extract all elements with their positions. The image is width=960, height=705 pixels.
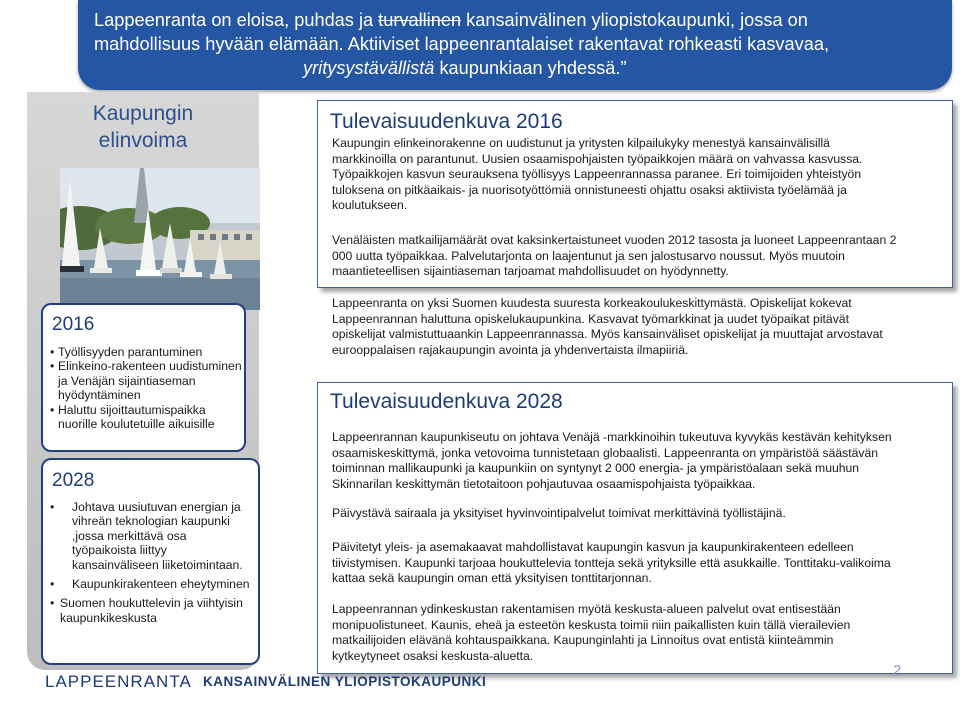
city-tagline: KANSAINVÄLINEN YLIOPISTOKAUPUNKI [203,674,487,689]
list-item [50,403,242,432]
bullet-icon: • [50,345,55,359]
vision-2016-paragraph-2: Venäläisten matkailijamäärät ovat kaksinkertaistuneet vuoden 2012 tasosta ja luoneet Lappeenrantaan 2 000 uutta työpaikkaa. Palvelutarjonta on laajentunut ja sen jalostusarvo noussut. Myös muutoin maantieteellisen sijaintiaseman tarjoamat mahdollisuudet on hyödynnetty. [332,233,897,279]
harbor-photo [60,168,260,310]
banner-line1-pre: Lappeenranta on eloisa, puhdas ja [94,10,379,30]
goals-2016-list [50,345,242,431]
goal-text: Johtava uusiutuvan energian ja vihreän teknologian kaupunki ,jossa merkittävä osa työpaikoista liittyy kansainväliseen liiketoimintaan. [72,500,243,572]
list-item [50,577,250,591]
goals-2028-box [41,458,260,665]
banner-line1-strike: turvallinen [378,10,462,30]
bullet-icon: • [50,402,55,417]
page-number: 2 [893,662,902,679]
bullet-icon: • [50,500,55,514]
goals-2016-year: 2016 [52,314,95,335]
vision-2028-paragraph-2: Päivystävä sairaala ja yksityiset hyvinvointipalvelut toimivat merkittävinä työllistäjinä. [332,506,786,520]
vision-statement [94,8,944,80]
goals-2028-list [50,500,250,630]
goals-2028-year: 2028 [52,470,95,491]
city-logo: LAPPEENRANTA [45,672,192,691]
harbor-photo-illustration [60,168,260,310]
goal-text: Suomen houkuttelevin ja viihtyisin kaupunkikeskusta [60,596,243,625]
goals-2016-box [41,303,246,452]
vision-2016-paragraph-1: Kaupungin elinkeinorakenne on uudistunut ja yritysten kilpailukyky menestyä kansainvälisillä markkinoilla on parantunut. Uusien osaamispohjaisten työpaikkojen määrä on vahvassa kasvussa. Työpaikkojen kasvun seurauksena työllisyys Lappeenrannassa paranee. Eri toimijoiden yhteistyön tuloksena on pitkäaikais- ja nuorisotyöttömiä onnistuneesti ohjattu osaksi aktiivista työelämää ja koulutukseen. [332,136,863,213]
goal-text: Kaupunkirakenteen eheytyminen [72,577,250,592]
banner-line3-post: kaupunkiaan yhdessä.” [434,58,627,78]
goal-text: Elinkeino-rakenteen uudistuminen ja Venäjän sijaintiaseman hyödyntäminen [58,359,242,403]
list-item [50,596,250,625]
vision-2028-heading: Tulevaisuudenkuva 2028 [330,390,563,413]
vision-2016-heading: Tulevaisuudenkuva 2016 [330,110,563,133]
bullet-icon: • [50,577,55,592]
bullet-icon: • [50,596,55,611]
banner-line1-post: kansainvälinen yliopistokaupunki, jossa on [461,10,808,30]
banner-line2: mahdollisuus hyvään elämään. Aktiiviset lappeenrantalaiset rakentavat rohkeasti kasvavaa, [94,34,829,54]
title-line2: elinvoima [98,129,188,152]
banner-line3-italic: yritysystävällistä [303,58,435,78]
goal-text: Haluttu sijoittautumispaikka nuorille koulutetuille aikuisille [58,402,215,432]
list-item [50,359,242,402]
list-item [50,345,242,359]
bullet-icon: • [50,359,55,374]
vision-2028-paragraph-3: Päivitetyt yleis- ja asemakaavat mahdollistavat kaupungin kasvun ja kaupunkirakenteen edelleen tiivistymisen. Kaupunki tarjoaa houkuttelevia tontteja sekä yrityksille että asukkaille. Tonttitaku-valikoima kattaa sekä kaupungin oman että yksityisen tonttitarjonnan. [332,540,891,586]
vision-2028-paragraph-4: Lappeenrannan ydinkeskustan rakentamisen myötä keskusta-alueen palvelut ovat entisestään monipuolistuneet. Kaunis, eheä ja esteetön keskusta toimii niin paikallisten kuin tällä vierailevien matkailijoiden elävänä kohtauspaikkana. Kaupunginlahti ja Linnoitus ovat entistä kiinteämmin kytkeytyneet osaksi keskusta-aluetta. [332,602,851,663]
left-column-title [27,100,259,154]
goal-text: Työllisyyden parantuminen [58,345,203,359]
vision-2016-paragraph-3: Lappeenranta on yksi Suomen kuudesta suuresta korkeakoulukeskittymästä. Opiskelijat kokevat Lappeenrannan haluttuna opiskelukaupunkina. Kasvavat työmarkkinat ja uudet työpaikat pitävät opiskelijat valmistuttuaankin Lappeenrannassa. Myös kansainväliset opiskelijat ja muuttajat arvostavat eurooppalaisen rajakaupungin avointa ja yhdenvertaista ilmapiiriä. [332,296,883,357]
list-item [50,500,250,572]
title-line1: Kaupungin [92,102,194,125]
vision-2028-paragraph-1: Lappeenrannan kaupunkiseutu on johtava Venäjä -markkinoihin tukeutuva kyvykäs kestävän kehityksen osaamiskeskittymä, jonka vetovoima tunnistetaan globaalisti. Lappeenranta on ympäristöä säästävän toiminnan mallikaupunki ja kaupunkiin on syntynyt 2 000 energia- ja ympäristöalaan sekä muuhun Skinnarilan keskittymän tietotaitoon pohjautuvaa osaamispohjaista työpaikkaa. [332,430,892,491]
